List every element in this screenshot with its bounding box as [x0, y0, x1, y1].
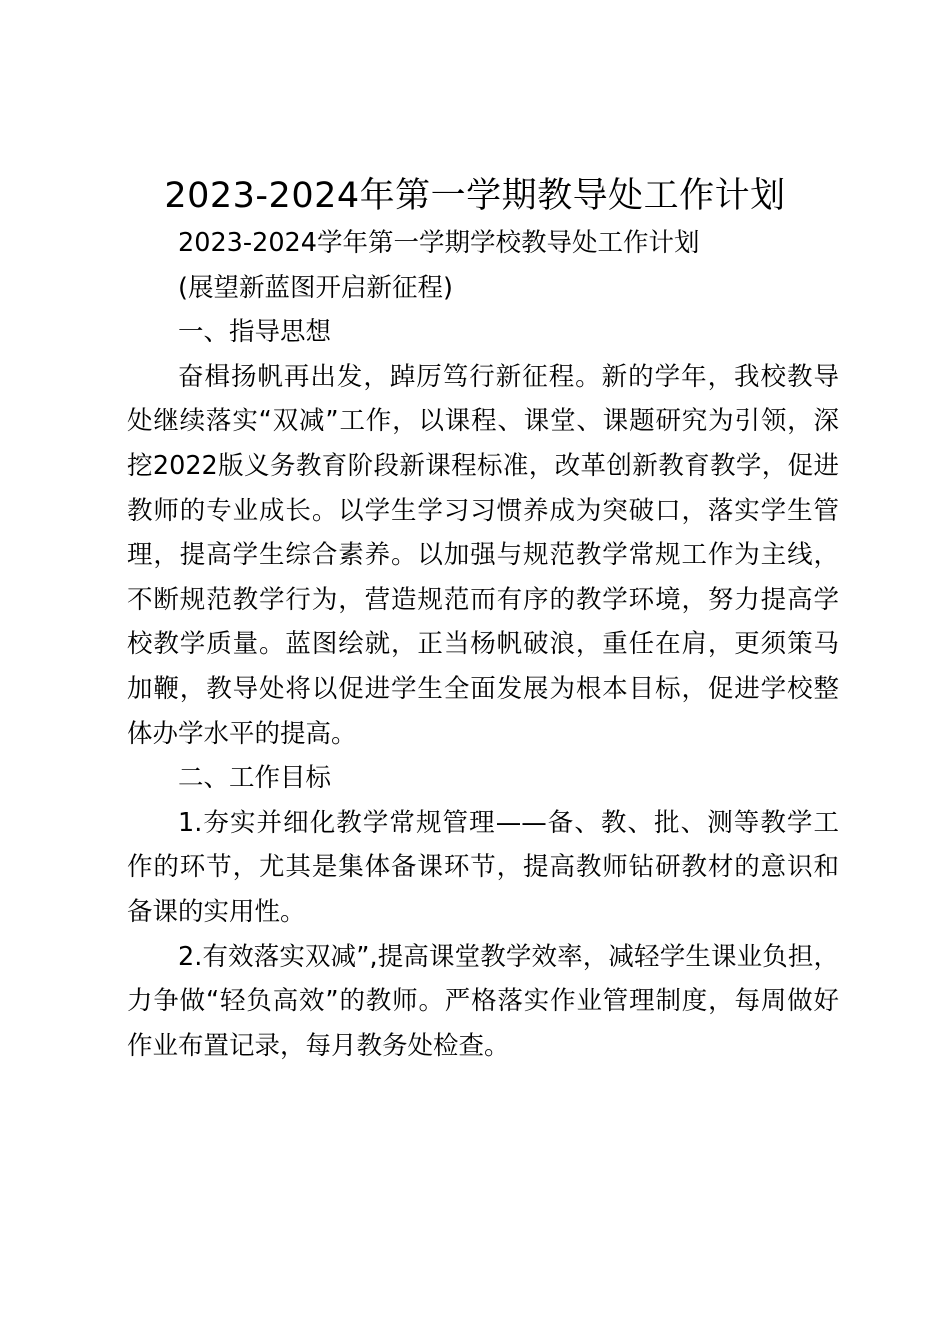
- paragraph-guiding-ideology: 奋楫扬帆再出发，踔厉笃行新征程。新的学年，我校教导处继续落实“双减”工作，以课程、课堂、课题研究为引领，深挖2022版义务教育阶段新课程标准，改革创新教育教学，促进教师的专业成长。以学生学习习惯养成为突破口，落实学生管理，提高学生综合素养。以加强与规范教学常规工作为主线，不断规范教学行为，营造规范而有序的教学环境，努力提高学校教学质量。蓝图绘就，正当杨帆破浪，重任在肩，更须策马加鞭，教导处将以促进学生全面发展为根本目标，促进学校整体办学水平的提高。: [127, 361, 839, 749]
- section-heading-work-goals: 二、工作目标: [178, 763, 332, 794]
- document-body: [127, 221, 839, 1068]
- document-subtitle: 2023-2024学年第一学期学校教导处工作计划: [178, 228, 700, 258]
- document-title: 2023-2024年第一学期教导处工作计划: [164, 176, 786, 216]
- paragraph-goal-1: 1.夯实并细化教学常规管理——备、教、批、测等教学工作的环节，尤其是集体备课环节，提高教师钻研教材的意识和备课的实用性。: [127, 807, 839, 927]
- section-heading-guiding-ideology: 一、指导思想: [178, 317, 332, 348]
- document-theme: (展望新蓝图开启新征程): [178, 272, 453, 303]
- paragraph-goal-2: 2.有效落实双减”,提高课堂教学效率，减轻学生课业负担，力争做“轻负高效”的教师。严格落实作业管理制度，每周做好作业布置记录，每月教务处检查。: [127, 941, 839, 1061]
